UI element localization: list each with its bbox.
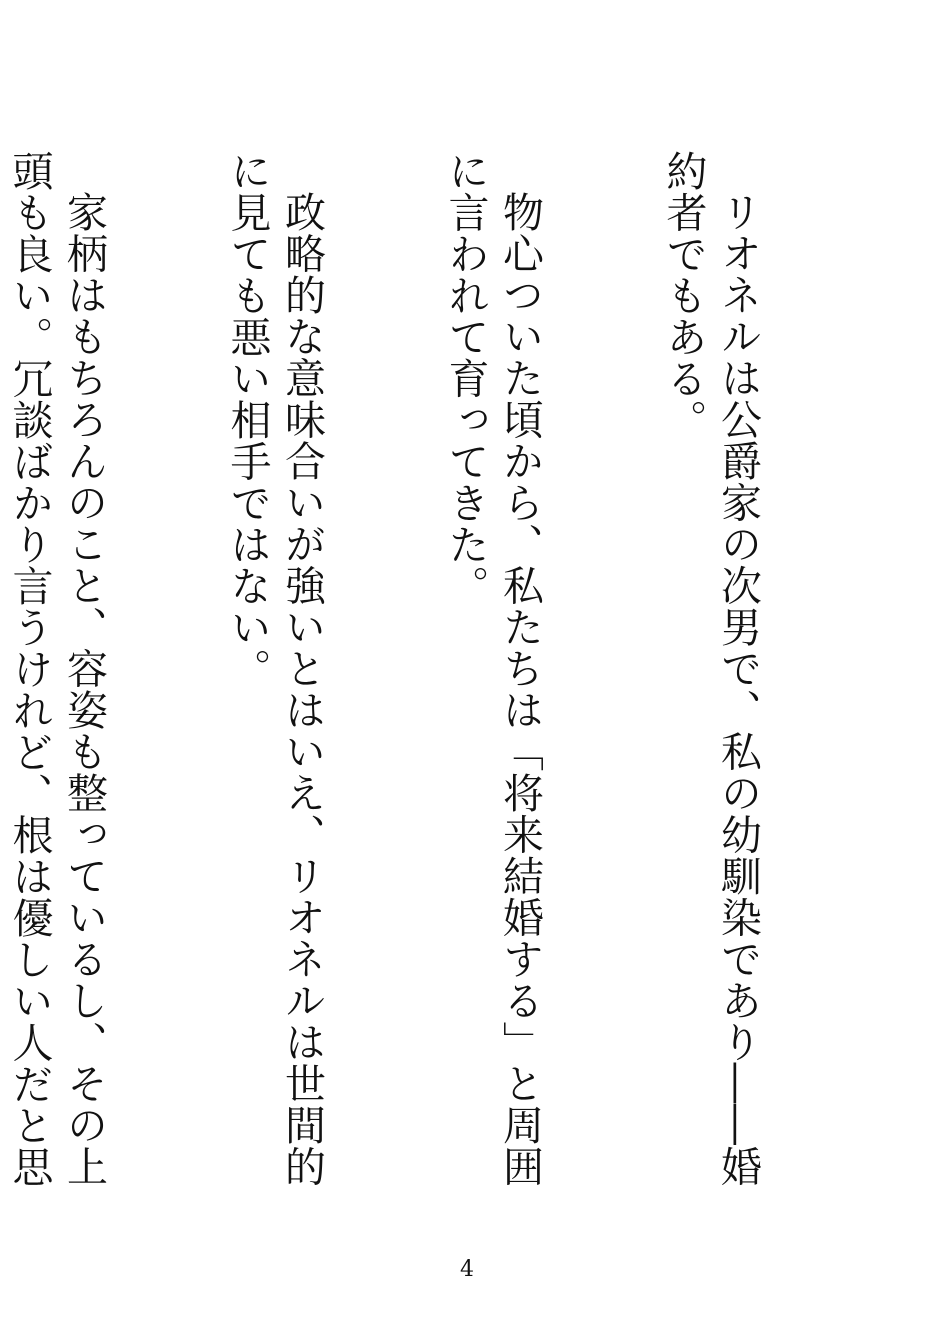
paragraph-3: 政略的な意味合いが強いとはいえ、リオネルは世間的に見ても悪い相手ではない。 <box>223 150 326 1187</box>
paragraph-1: リオネルは公爵家の次男で、私の幼馴染であり――婚約者でもある。 <box>659 150 762 1187</box>
paragraph-2: 物心ついた頃から、私たちは「将来結婚する」と周囲に言われて育ってきた。 <box>441 150 544 1187</box>
paragraph-4: 家柄はもちろんのこと、容姿も整っているし、その上頭も良い。冗談ばかり言うけれど、根は優しい人だと思 <box>5 150 108 1188</box>
vertical-text-body <box>5 150 874 1200</box>
page-number: 4 <box>460 1257 474 1282</box>
